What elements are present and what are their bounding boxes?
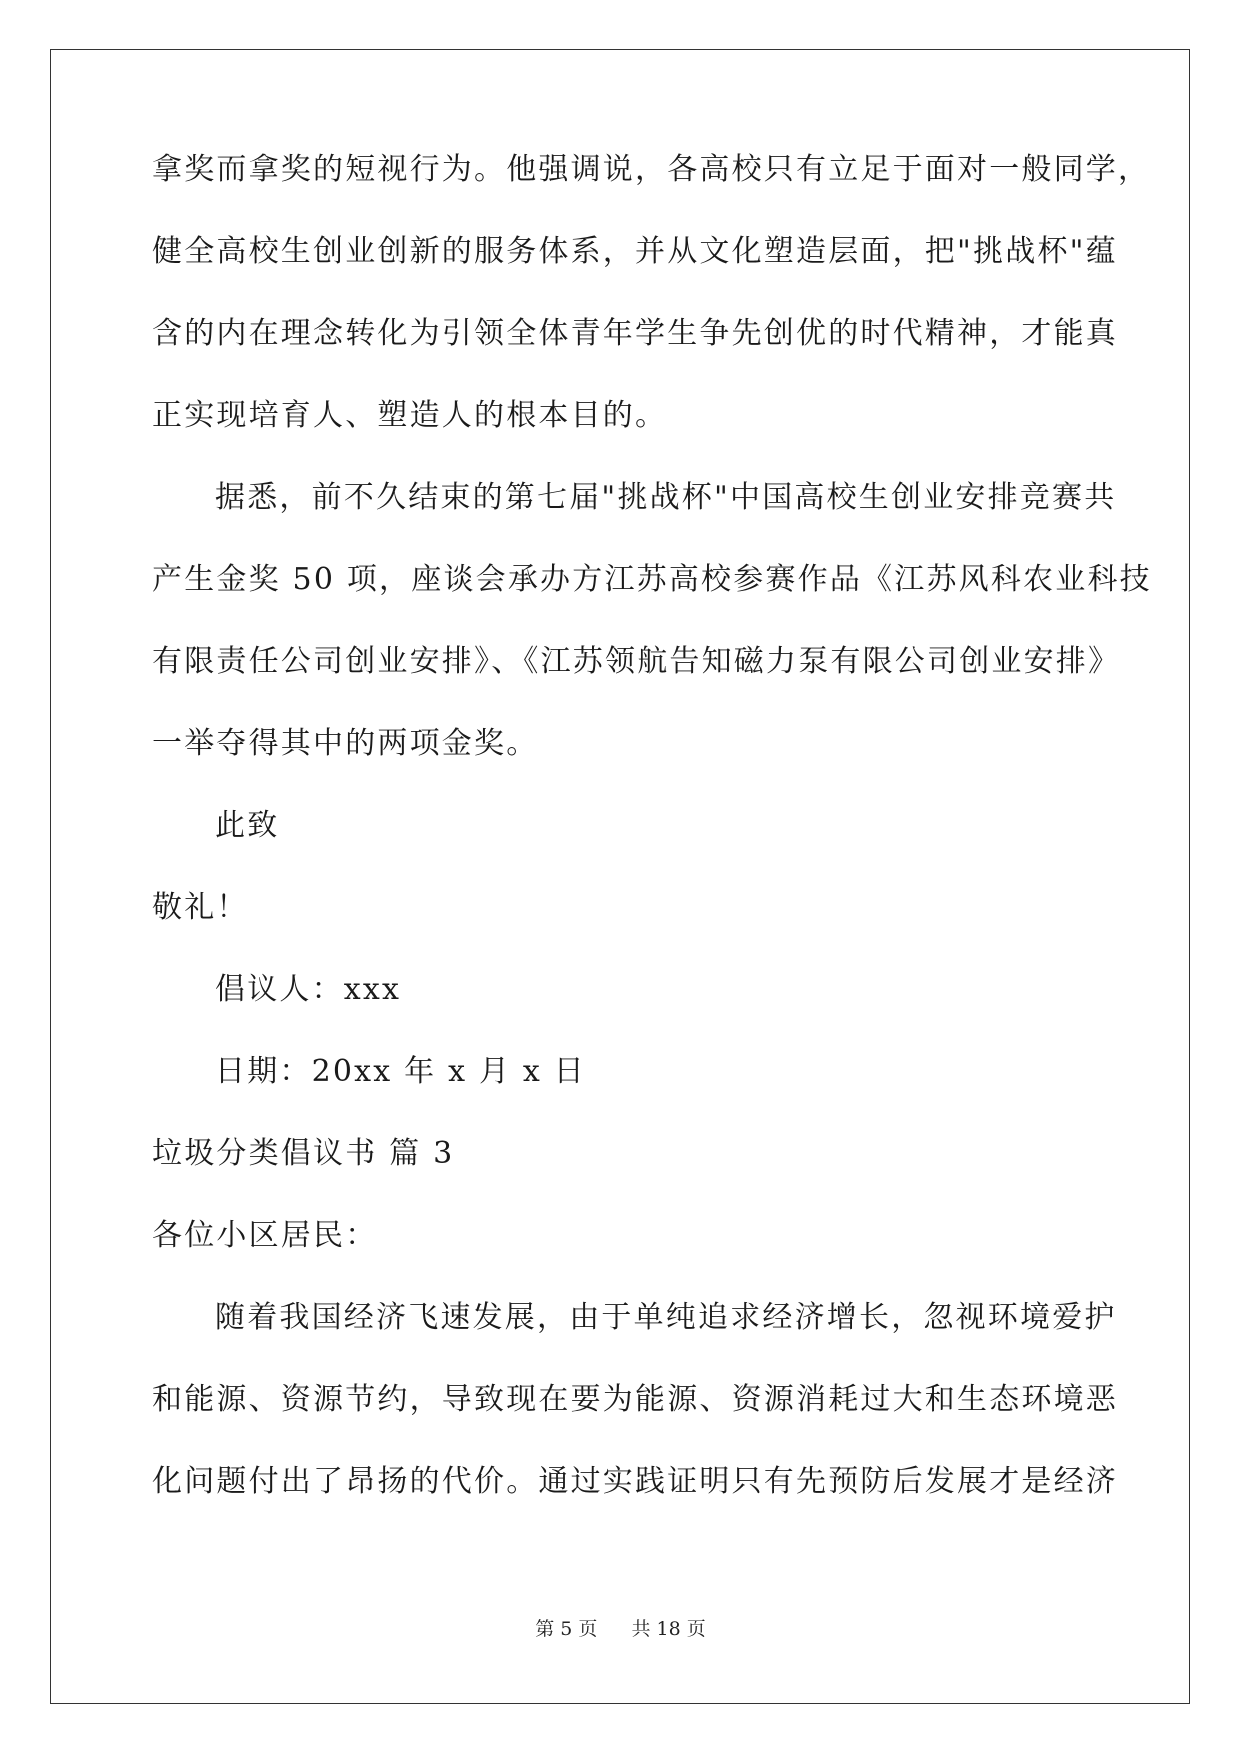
greeting-line: 各位小区居民： (152, 1218, 378, 1253)
body-line: 化问题付出了昂扬的代价。通过实践证明只有先预防后发展才是经济 (152, 1464, 1118, 1499)
body-line: 健全高校生创业创新的服务体系，并从文化塑造层面，把"挑战杯"蕴 (152, 234, 1118, 269)
body-line: 和能源、资源节约，导致现在要为能源、资源消耗过大和生态环境恶 (152, 1382, 1118, 1417)
body-line: 随着我国经济飞速发展，由于单纯追求经济增长，忽视环境爱护 (215, 1300, 1117, 1335)
body-line: 据悉，前不久结束的第七届"挑战杯"中国高校生创业安排竞赛共 (215, 480, 1117, 515)
section-heading: 垃圾分类倡议书 篇 3 (152, 1136, 455, 1171)
body-line: 拿奖而拿奖的短视行为。他强调说，各高校只有立足于面对一般同学， (152, 152, 1151, 187)
body-line: 正实现培育人、塑造人的根本目的。 (152, 398, 668, 433)
document-body (152, 150, 1152, 1544)
body-line: 含的内在理念转化为引领全体青年学生争先创优的时代精神，才能真 (152, 316, 1118, 351)
signer-line: 倡议人：xxx (215, 972, 402, 1007)
body-line: 一举夺得其中的两项金奖。 (152, 726, 539, 761)
page-number: 第 5 页 (535, 1618, 598, 1640)
closing-regards: 敬礼！ (152, 890, 249, 925)
page-total: 共 18 页 (631, 1618, 706, 1640)
page-footer (0, 1617, 1241, 1641)
date-line: 日期：20xx 年 x 月 x 日 (215, 1054, 586, 1089)
body-line: 有限责任公司创业安排》、《江苏领航告知磁力泵有限公司创业安排》 (152, 644, 1121, 679)
body-line: 产生金奖 50 项，座谈会承办方江苏高校参赛作品《江苏风科农业科技 (152, 562, 1152, 597)
closing-salutation: 此致 (215, 808, 280, 843)
